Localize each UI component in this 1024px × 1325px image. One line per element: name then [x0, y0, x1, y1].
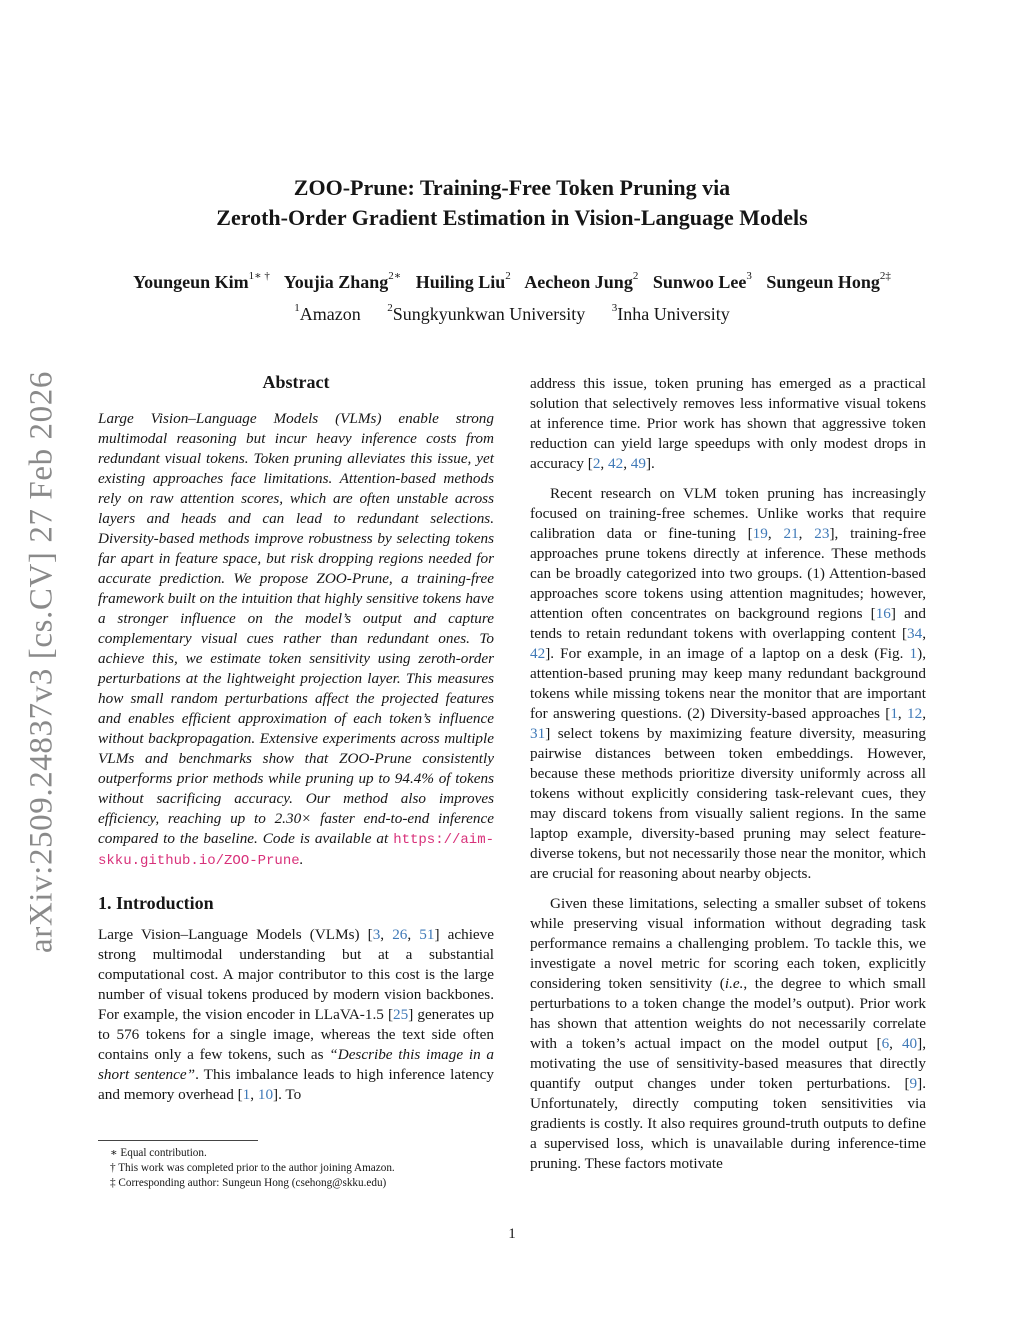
right-paragraph-1: address this issue, token pruning has emerged as a practical solution that selectively removes less informative visual tokens at inference time. Prior work has shown that aggressive token reduction can yield large speedups with only modest drops in accuracy [2, 42, 49].	[530, 375, 926, 472]
affiliation-list	[60, 302, 964, 326]
citation-link[interactable]: 40	[901, 1035, 918, 1052]
right-column	[530, 374, 926, 1174]
arxiv-id-text: arXiv:2509.24837v3 [cs.CV] 27 Feb 2026	[23, 371, 60, 953]
left-column	[98, 370, 494, 1105]
citation-link[interactable]: 19	[752, 525, 768, 542]
citation-link[interactable]: 26	[392, 926, 408, 943]
paper-title	[120, 173, 904, 233]
author: Huiling Liu$^2$	[415, 270, 511, 292]
footnote: † This work was completed prior to the author joining Amazon.	[110, 1162, 395, 1174]
citation-link[interactable]: 23	[814, 525, 830, 542]
citation-link[interactable]: 42	[530, 645, 546, 662]
citation-link[interactable]: 6	[881, 1035, 890, 1052]
citation-link[interactable]: 49	[630, 455, 646, 472]
footnotes	[98, 1140, 494, 1191]
footnote: ‡ Corresponding author: Sungeun Hong (csehong@skku.edu)	[110, 1177, 387, 1189]
right-paragraph-3: Given these limitations, selecting a smaller subset of tokens while preserving visual information without degrading task performance remains a challenging problem. To tackle this, we investigate a novel metric for scoring each token, explicitly considering token sensitivity (i.e., the degree to which small perturbations to a token change the model’s output). Prior work has shown that attention weights do not necessarily correlate with a token’s actual impact on the model output [6, 40], motivating the use of sensitivity-based measures that directly quantify output changes under token perturbations. [9]. Unfortunately, directly computing token sensitivities via gradients is costly. It also requires ground-truth outputs to define a supervised loss, which is unavailable during inference-time pruning. These factors motivate	[530, 895, 926, 1172]
author: Youjia Zhang$^{2∗}$	[283, 270, 402, 292]
citation-link[interactable]: 3	[372, 926, 381, 943]
affiliation: $^1$Amazon	[294, 302, 361, 324]
citation-link[interactable]: 31	[530, 725, 546, 742]
introduction-heading: 1. Introduction	[98, 893, 214, 913]
abstract-body: Large Vision–Language Models (VLMs) enable strong multimodal reasoning but incur heavy inference costs from redundant visual tokens. Token pruning alleviates this issue, yet existing approaches face limitations. Attention-based methods rely on raw attention scores, which are often unstable across layers and heads and can lead to redundant selections. Diversity-based methods improve robustness by selecting tokens far apart in feature space, but risk dropping regions needed for accurate prediction. We propose ZOO-Prune, a training-free framework built on the intuition that highly sensitive tokens have a stronger influence on the model’s output and capture complementary visual cues rather than redundant ones. To achieve this, we estimate token sensitivity using zeroth-order perturbations at the lightweight projection layer. This measures how small random perturbations affect the projected features and enables efficient approximation of each token’s influence without backpropagation. Extensive experiments across multiple VLMs and benchmarks show that ZOO-Prune consistently outperforms prior methods while pruning up to 94.4% of tokens without sacrificing accuracy. Our method also improves efficiency, reaching up to 2.30× faster end-to-end inference compared to the baseline. Code is available at https://aim-skku.github.io/ZOO-Prune.	[98, 410, 495, 869]
citation-link[interactable]: 21	[783, 525, 799, 542]
right-paragraph-2: Recent research on VLM token pruning has increasingly focused on training-free schemes. Unlike works that require calibration data or fine-tuning [19, 21, 23], training-free approaches prune tokens directly at inference. These methods can be broadly categorized into two groups. (1) Attention-based approaches score tokens using attention magnitudes; however, attention often concentrates on background regions [16] and tends to retain redundant tokens with overlapping content [34, 42]. For example, in an image of a laptop on a desk (Fig. 1), attention-based pruning may keep many redundant background tokens while missing tokens near the monitor that are important for answering questions. (2) Diversity-based approaches [1, 12, 31] select tokens by maximizing feature diversity, measuring pairwise distances between token embeddings. However, because these methods prioritize diversity uniformly across all tokens without explicitly considering task-relevant cues, they may discard tokens from visually salient regions. In the same laptop example, diversity-based pruning may select feature-diverse tokens, but not necessarily those near the monitor, which are crucial for reasoning about nearby objects.	[530, 485, 927, 882]
page-number: 1	[508, 1226, 516, 1242]
intro-paragraph: Large Vision–Language Models (VLMs) [3, 26, 51] achieve strong multimodal understanding but at a substantial computational cost. A major contributor to this cost is the large number of visual tokens produced by modern vision backbones. For example, the vision encoder in LLaVA-1.5 [25] generates up to 576 tokens for a single image, whereas the text side often contains only a few tokens, such as “Describe this image in a short sentence”. This imbalance leads to high inference latency and memory overhead [1, 10]. To	[98, 926, 495, 1103]
figure-link[interactable]: 1	[909, 645, 918, 662]
footnote: ∗ Equal contribution.	[110, 1147, 207, 1159]
citation-link[interactable]: 34	[907, 625, 923, 642]
author: Aecheon Jung$^2$	[524, 270, 639, 292]
code-link[interactable]: https://aim-skku.github.io/ZOO-Prune	[98, 832, 495, 869]
citation-link[interactable]: 1	[890, 705, 898, 722]
abstract-heading: Abstract	[262, 372, 330, 392]
citation-link[interactable]: 42	[608, 455, 624, 472]
author: Sunwoo Lee$^3$	[652, 270, 752, 292]
citation-link[interactable]: 16	[875, 605, 891, 622]
citation-link[interactable]: 51	[419, 926, 435, 943]
title-line-1: ZOO-Prune: Training-Free Token Pruning via	[293, 175, 731, 200]
citation-link[interactable]: 9	[909, 1075, 918, 1092]
citation-link[interactable]: 1	[242, 1086, 251, 1103]
author-list	[60, 270, 964, 294]
author: Youngeun Kim$^{1∗ \dagger}$	[133, 270, 270, 292]
title-line-2: Zeroth-Order Gradient Estimation in Vision-Language Models	[216, 205, 808, 230]
citation-link[interactable]: 2	[592, 455, 601, 472]
footnote-rule	[98, 1140, 258, 1141]
affiliation: $^3$Inha University	[611, 302, 730, 324]
author: Sungeun Hong$^{2\ddagger}$	[766, 270, 891, 292]
citation-link[interactable]: 12	[907, 705, 923, 722]
citation-link[interactable]: 25	[393, 1006, 409, 1023]
citation-link[interactable]: 10	[257, 1086, 274, 1103]
affiliation: $^2$Sungkyunkwan University	[387, 302, 586, 324]
